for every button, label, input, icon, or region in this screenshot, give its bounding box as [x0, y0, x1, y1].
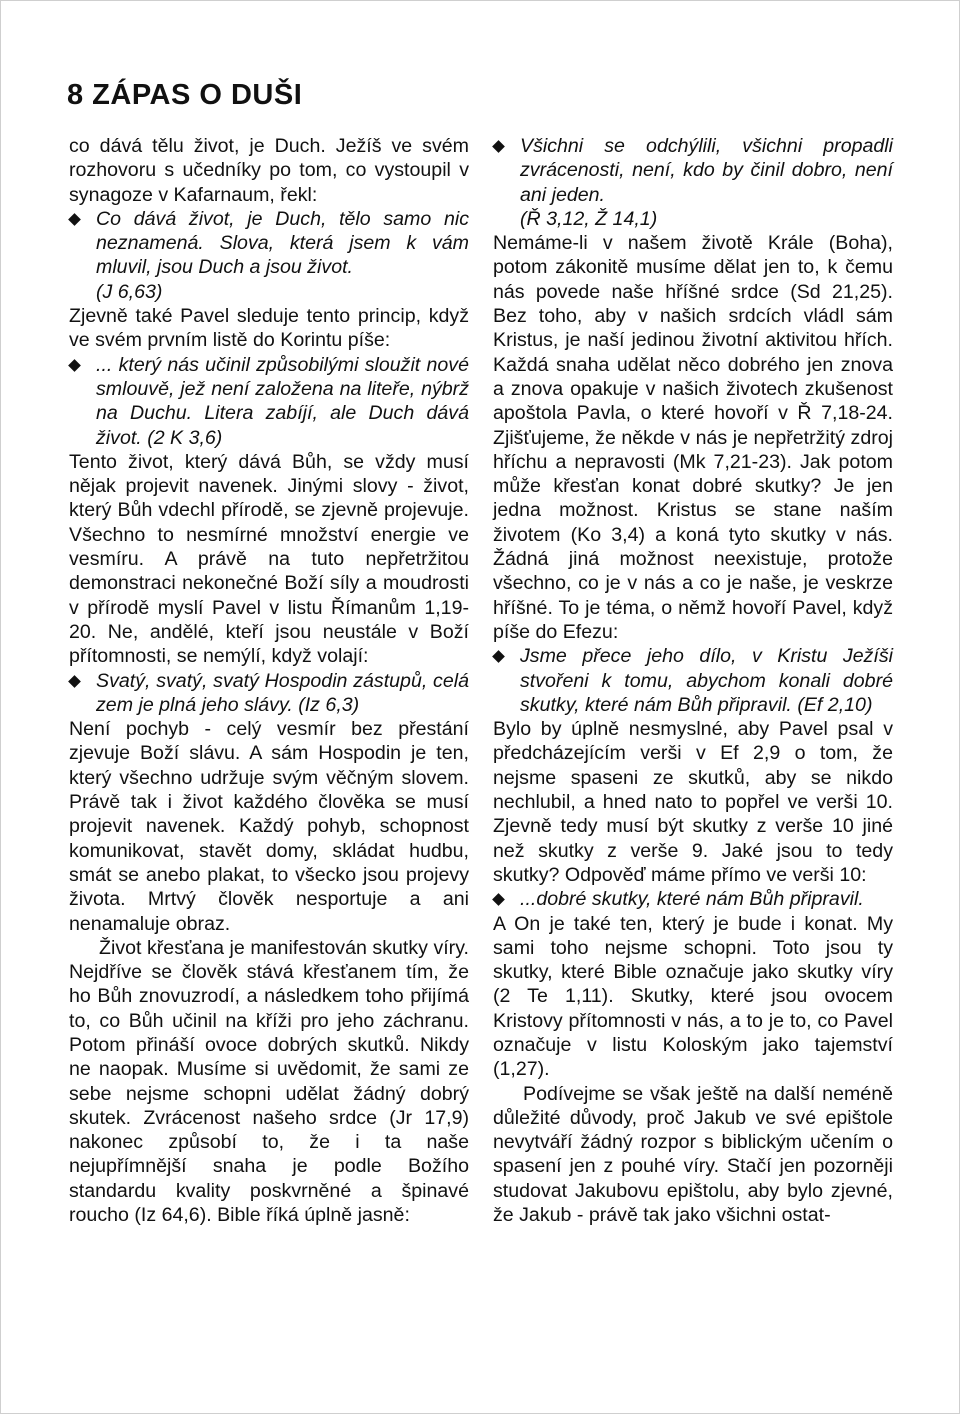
diamond-bullet-icon: [492, 893, 505, 906]
quote-text: Všichni se odchýlili, všichni propadli zvrácenosti, není, kdo by činil dobro, není ani jeden.: [520, 135, 893, 206]
chapter-title: 8 ZÁPAS O DUŠI: [67, 79, 303, 111]
paragraph: Nemáme-li v našem životě Krále (Boha), potom zákonitě musíme dělat jen to, k čemu nás povede naše hříšné srdce (Sd 21,25). Bez toho, aby v našich srdcích vládl sám Kristus, je naší jedinou životní aktivitou hřích. Každá snaha udělat něco dobrého jen znova a znova opakuje v našich životech zkušenost apoštola Pavla, o které hovoří v Ř 7,18-24. Zjišťujeme, že někde v nás je nepřetržitý zdroj hříchu a nepravosti (Mk 7,21-23). Jak potom může křesťan konat dobré skutky? Je jen jedna možnost. Kristus se stane naším životem (Ko 3,4) a koná tyto skutky v nás. Žádná jiná možnost neexistuje, protože všechno, co je v nás a co je naše, je veskrze hříšné. To je téma, o němž hovoří Pavel, když píše do Efezu:: [493, 232, 893, 643]
paragraph: Život křesťana je manifestován skutky víry. Nejdříve se člověk stává křesťanem tím, že ho Bůh znovuzrodí, a následkem toho přijímá to, co Bůh učinil na kříži pro jeho záchranu. Potom přináší ovoce dobrých skutků. Nikdy ne naopak. Musíme si uvědomit, že sami ze sebe nejsme schopni udělat žádný dobrý skutek. Zvrácenost našeho srdce (Jr 17,9) nakonec způsobí to, že i ta naše nejupřímnější snaha je podle Božího standardu kvality poskvrněné a špinavé roucho (Iz 64,6). Bible říká úplně jasně:: [69, 936, 469, 1227]
quote-text: Co dává život, je Duch, tělo samo nic neznamená. Slova, která jsem k vám mluvil, jsou Duch a jsou život.: [96, 207, 469, 279]
paragraph: Není pochyb - celý vesmír bez přestání zjevuje Boží slávu. A sám Hospodin je ten, který všechno udržuje svým věčným slovem. Právě tak i život každého člověka se musí projevit navenek. Každý pohyb, schopnost komunikovat, stavět domy, skládat hudbu, smát se anebo plakat, to všecko jsou projevy života. Mrtvý člověk nesportuje a ani nenamaluje obraz.: [69, 718, 469, 935]
paragraph: co dává tělu život, je Duch. Ježíš ve svém rozhovoru s učedníky po tom, co vystoupil v synagoze v Kafarnaum, řekl:: [69, 135, 469, 206]
paragraph: Tento život, který dává Bůh, se vždy musí nějak projevit navenek. Jinými slovy - život, který Bůh vdechl přírodě, se zjevně projevuje. Všechno to nesmírné množství energie ve vesmíru. A právě na tuto nepřetržitou demonstraci nekonečné Boží síly a moudrosti v přírodě myslí Pavel v listu Římanům 1,19-20. Ne, andělé, kteří jsou neustále v Boží přítomnosti, se nemýlí, když volají:: [69, 450, 469, 668]
scripture-quote: [493, 644, 893, 717]
scripture-quote: [69, 353, 469, 450]
diamond-bullet-icon: [492, 140, 505, 153]
paragraph: A On je také ten, který je bude i konat. My sami toho nejsme schopni. Toto jsou ty skutky, které Bible označuje jako skutky víry (2 Te 1,11). Skutky, které jsou ovocem Kristovy přítomnosti v nás, a to je to, co Pavel označuje v listu Koloským jako tajemství (1,27).: [493, 912, 893, 1081]
scripture-quote: [69, 207, 469, 280]
paragraph: Bylo by úplně nesmyslné, aby Pavel psal v předcházejícím verši v Ef 2,9 o tom, že nejsme spaseni ze skutků, aby se nikdo nechlubil, a hned nato to popřel ve verši 10. Zjevně tedy musí být skutky z verše 10 jiné než skutky z verše 9. Jaké jsou to tedy skutky? Odpověď máme přímo ve verši 10:: [493, 718, 893, 886]
left-column: [69, 134, 469, 1227]
quote-text: ...dobré skutky, které nám Bůh připravil.: [520, 888, 864, 911]
quote-reference: (2 K 3,6): [147, 426, 223, 449]
diamond-bullet-icon: [68, 213, 81, 226]
right-column: [493, 134, 893, 1227]
quote-reference: (J 6,63): [96, 280, 163, 303]
scripture-quote: [493, 134, 893, 207]
quote-reference: (Ř 3,12, Ž 14,1): [520, 207, 658, 230]
paragraph: Zjevně také Pavel sleduje tento princip, když ve svém prvním listě do Korintu píše:: [69, 305, 469, 352]
quote-text: Jsme přece jeho dílo, v Kristu Ježíši stvořeni k tomu, abychom konali dobré skutky, které nám Bůh připravil.: [520, 645, 893, 716]
quote-text: Svatý, svatý, svatý Hospodin zástupů, celá zem je plná jeho slávy.: [96, 669, 469, 716]
quote-reference: (Iz 6,3): [298, 693, 360, 716]
quote-text: ... který nás učinil způsobilými sloužit nové smlouvě, jež není založena na liteře, nýbrž na Duchu. Litera zabíjí, ale Duch dává život.: [96, 353, 469, 449]
scripture-quote: [69, 669, 469, 718]
diamond-bullet-icon: [68, 359, 81, 372]
quote-reference: (Ef 2,10): [797, 693, 873, 716]
paragraph: Podívejme se však ještě na další neméně důležité důvody, proč Jakub ve své epištole nevytváří žádný rozpor s biblickým učením o spasení jen z pouhé víry. Stačí jen pozorněji studovat Jakubovu epištolu, aby bylo zjevné, že Jakub - právě tak jako všichni ostat-: [493, 1082, 893, 1227]
diamond-bullet-icon: [68, 675, 81, 688]
scripture-quote: [493, 887, 893, 911]
diamond-bullet-icon: [492, 650, 505, 663]
